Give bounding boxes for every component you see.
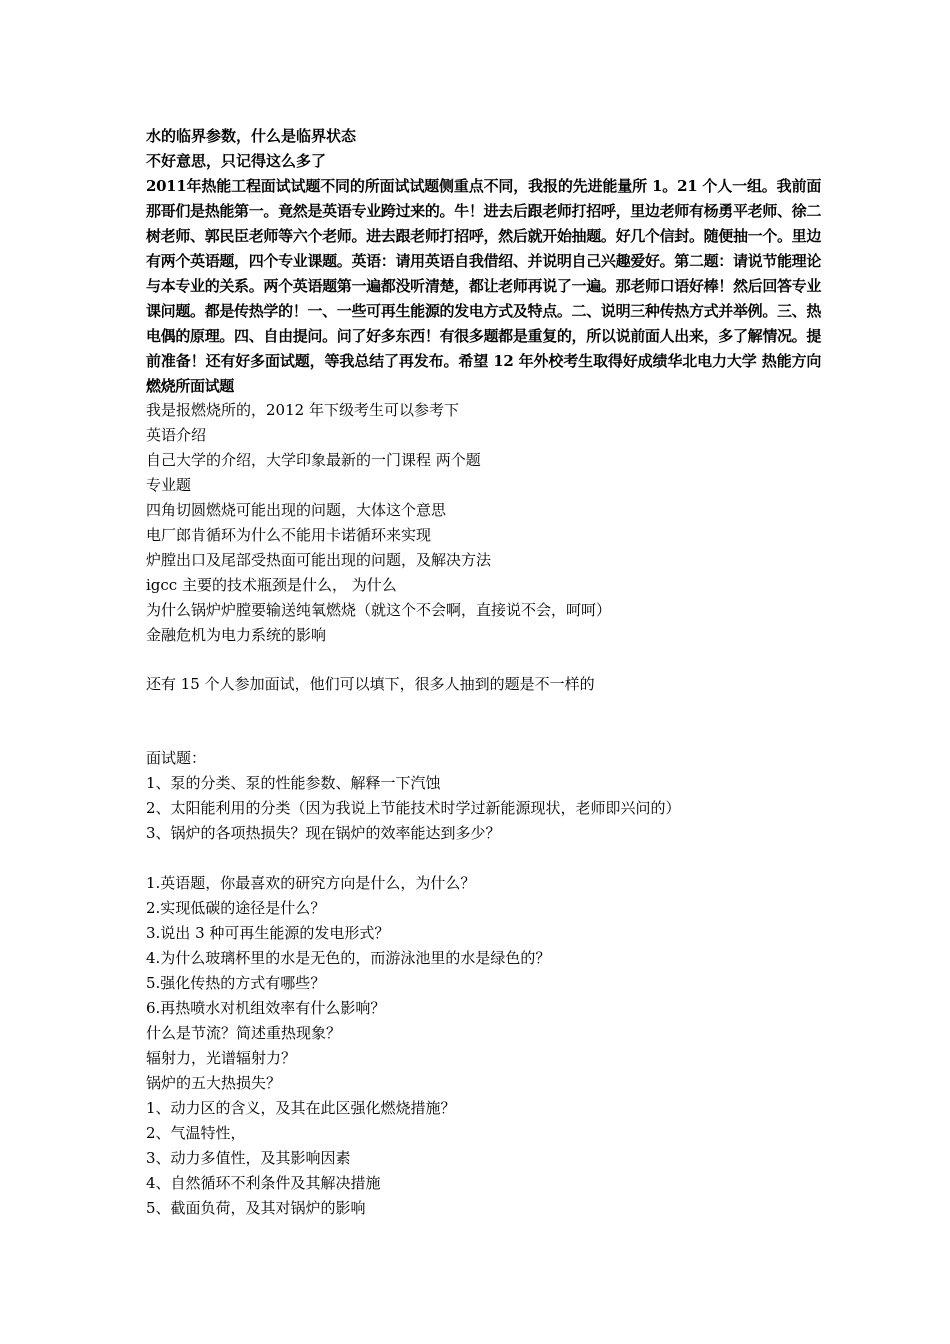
- list-item: 锅炉的五大热损失？: [146, 1074, 282, 1092]
- participants-note-section: [146, 672, 821, 697]
- section-title: 面试题：: [146, 749, 207, 767]
- apology-note: 不好意思，只记得这么多了: [146, 152, 327, 170]
- interview-experience-paragraph: 2011年热能工程面试试题不同的所面试试题侧重点不同，我报的先进能量所 1。21 个人一组。我前面那哥们是热能第一。竟然是英语专业跨过来的。牛！进去后跟老师打招呼，里边老师有杨勇平老师、徐二树老师、郭民臣老师等六个老师。进去跟老师打招呼，然后就开始抽题。好几个信封。随便抽一个。里边有两个英语题，四个专业课题。英语：请用英语自我借绍、并说明自己兴趣爱好。第二题：请说节能理论与本专业的关系。两个英语题第一遍都没听清楚，都让老师再说了一遍。那老师口语好棒！然后回答专业课问题。都是传热学的！一、一些可再生能源的发电方式及特点。二、说明三种传热方式并举例。三、热电偶的原理。四、自由提问。问了好多东西！有很多题都是重复的，所以说前面人出来，多了解情况。提前准备！还有好多面试题，等我总结了再发布。希望 12 年外校考生取得好成绩华北电力大学 热能方向 燃烧所面试题: [146, 177, 821, 395]
- list-item: 5、截面负荷，及其对锅炉的影响: [146, 1199, 366, 1217]
- list-item: 电厂郎肯循环为什么不能用卡诺循环来实现: [146, 526, 432, 544]
- list-item: 6.再热喷水对机组效率有什么影响？: [146, 999, 386, 1017]
- list-item: 专业题: [146, 476, 192, 494]
- list-item: 1.英语题，你最喜欢的研究方向是什么，为什么？: [146, 874, 476, 892]
- intro-section: [146, 124, 821, 399]
- list-item: 我是报燃烧所的，2012 年下级考生可以参考下: [146, 401, 459, 419]
- list-item: 四角切圆燃烧可能出现的问题，大体这个意思: [146, 501, 447, 519]
- list-item: 1、泵的分类、泵的性能参数、解释一下汽蚀: [146, 774, 441, 792]
- list-item: 2.实现低碳的途径是什么？: [146, 899, 326, 917]
- list-item: 炉膛出口及尾部受热面可能出现的问题，及解决方法: [146, 551, 492, 569]
- list-item: 4.为什么玻璃杯里的水是无色的，而游泳池里的水是绿色的？: [146, 949, 551, 967]
- more-questions-section: [146, 871, 821, 1221]
- critical-parameters-question: 水的临界参数，什么是临界状态: [146, 127, 357, 145]
- list-item: 为什么锅炉炉膛要输送纯氧燃烧（就这个不会啊，直接说不会，呵呵）: [146, 601, 612, 619]
- list-item: 辐射力，光谱辐射力？: [146, 1049, 297, 1067]
- list-item: igcc 主要的技术瓶颈是什么， 为什么: [146, 576, 397, 594]
- list-item: 2、气温特性，: [146, 1124, 246, 1142]
- list-item: 4、自然循环不利条件及其解决措施: [146, 1174, 381, 1192]
- interview-questions-section: [146, 746, 821, 846]
- list-item: 3、锅炉的各项热损失？现在锅炉的效率能达到多少？: [146, 824, 501, 842]
- list-item: 什么是节流？简述重热现象？: [146, 1024, 342, 1042]
- list-item: 自己大学的介绍，大学印象最新的一门课程 两个题: [146, 451, 481, 469]
- combustion-institute-section: [146, 398, 821, 648]
- list-item: 2、太阳能利用的分类（因为我说上节能技术时学过新能源现状，老师即兴问的）: [146, 799, 681, 817]
- list-item: 3.说出 3 种可再生能源的发电形式？: [146, 924, 390, 942]
- list-item: 金融危机为电力系统的影响: [146, 626, 327, 644]
- participants-note: 还有 15 个人参加面试，他们可以填下，很多人抽到的题是不一样的: [146, 675, 595, 693]
- list-item: 5.强化传热的方式有哪些？: [146, 974, 326, 992]
- list-item: 3、动力多值性，及其影响因素: [146, 1149, 351, 1167]
- list-item: 英语介绍: [146, 426, 207, 444]
- list-item: 1、动力区的含义，及其在此区强化燃烧措施？: [146, 1099, 456, 1117]
